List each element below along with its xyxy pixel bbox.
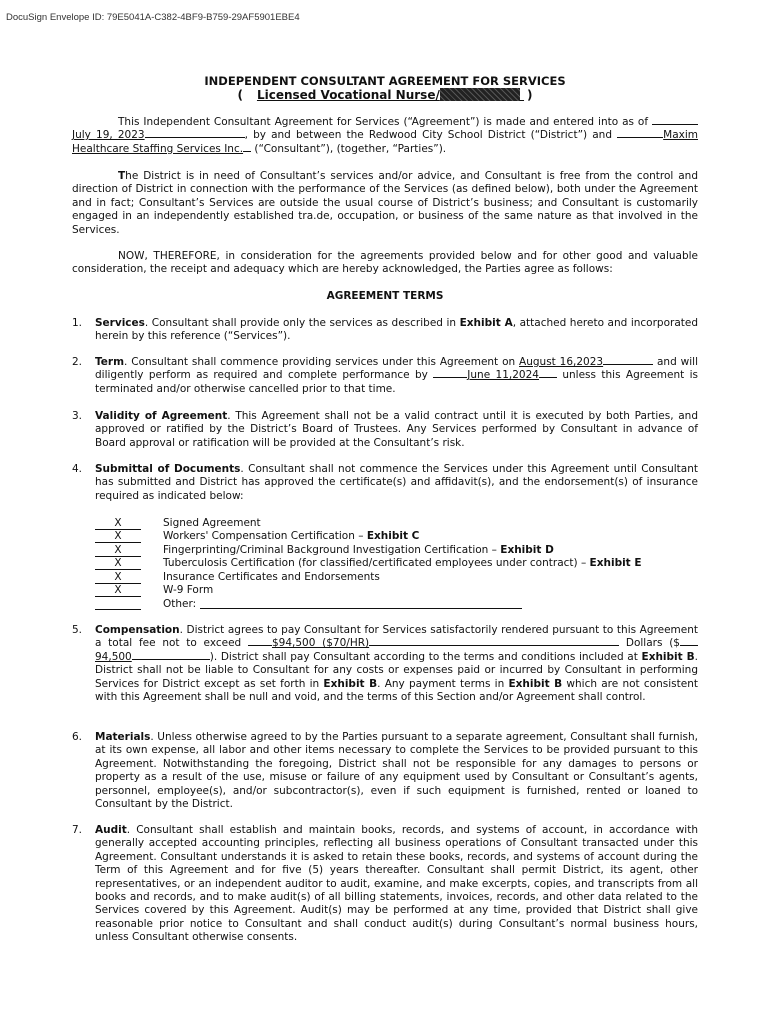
intro-text-a: This Independent Consultant Agreement for Services (“Agreement”) is made and entered into as of (118, 116, 649, 128)
section-number: 7. (72, 824, 83, 836)
checklist-mark (95, 597, 141, 610)
section-number: 5. (72, 624, 83, 636)
intro-text-b: , by and between the Redwood City School District (“District”) and (244, 129, 613, 142)
section-validity: Validity of Agreement. This Agreement shall not be a valid contract until it is executed by both Parties, and approved or ratified by the District’s Board of Trustees. Any Services performed by Consultant in advance of Board approval or ratification will be provided at the Consultant’s risk. (95, 410, 699, 449)
start-date: August 16,2023 (519, 356, 604, 368)
section-number: 4. (72, 463, 83, 475)
section-term: Term. Consultant shall commence providing services under this Agreement on August 16,2023 and will diligently perform as required and complete performance by June 11,2024 unless this Agreement is terminated and/or otherwise cancelled prior to that time. (95, 356, 699, 395)
section-compensation: Compensation. District agrees to pay Consultant for Services satisfactorily rendered pursuant to this Agreement a total fee not to exceed $94,500 ($70/HR) Dollars ($94,500 ). District shall pay Consultant according to the terms and conditions included at Exhibit B. District shall not be liable to Consultant for any costs or expenses paid or incurred by Consultant in performing Services for District except as set forth in Exhibit B. Any payment terms in Exhibit B which are not consistent with this Agreement shall be null and void, and the terms of this Section and/or Agreement shall control. (95, 624, 698, 704)
end-date: June 11,2024 (467, 369, 539, 382)
checklist-label: Signed Agreement (163, 517, 261, 529)
terms-heading: AGREEMENT TERMS (326, 290, 444, 302)
checklist-label: Fingerprinting/Criminal Background Investigation Certification – Exhibit D (163, 544, 554, 556)
section-number: 1. (72, 317, 83, 329)
section-title: Compensation (95, 624, 180, 636)
section-number: 6. (72, 731, 83, 743)
other-blank-line (200, 597, 522, 609)
fee-amount: $94,500 ($70/HR) (271, 637, 370, 650)
checklist-label: Tuberculosis Certification (for classified/certificated employees under contract) – Exhibit E (163, 557, 642, 569)
subtitle-close: ) (527, 88, 533, 102)
checklist-mark: X (95, 530, 141, 543)
section-title: Validity of Agreement (95, 410, 228, 422)
checklist-mark: X (95, 517, 141, 530)
intro-paragraph (72, 116, 698, 156)
section-title: Services (95, 317, 145, 329)
section-title: Term (95, 356, 125, 368)
section-number: 2. (72, 356, 83, 368)
subtitle-role: Licensed Vocational Nurse/ (256, 88, 440, 102)
section-number: 3. (72, 410, 83, 422)
agreement-date: July 19, 2023 (72, 129, 145, 142)
intro-text-c: (“Consultant”), (together, “Parties”). (254, 142, 447, 155)
redaction-block (440, 88, 520, 101)
document-title: INDEPENDENT CONSULTANT AGREEMENT FOR SERVICES (204, 74, 566, 88)
recital-initial: T (118, 170, 126, 182)
exhibit-ref: Exhibit A (459, 317, 513, 329)
docusign-envelope-id: DocuSign Envelope ID: 79E5041A-C382-4BF9-B759-29AF5901EBE4 (6, 12, 300, 23)
recital-text: he District is in need of Consultant’s services and/or advice, and Consultant is free from the control and direction of District in connection with the performance of the Services (as defined below), both under the Agreement and in fact; Consultant’s Services are outside the usual course of District’s business; and Consultant is customarily engaged in an independently established tra.de, occupation, or business of the same nature as that involved in the Services. (72, 170, 698, 236)
section-submittal: Submittal of Documents. Consultant shall not commence the Services under this Agreement until Consultant has submitted and District has approved the certificate(s) and affidavit(s), and the endorsement(s) of insurance required as indicated below: (95, 463, 698, 502)
checklist-label: Insurance Certificates and Endorsements (163, 571, 380, 583)
section-services: Services. Consultant shall provide only the services as described in Exhibit A, attached hereto and incorporated herein by this reference (“Services”). (95, 317, 698, 343)
checklist-mark: X (95, 584, 141, 597)
consultant-name: Maxim Healthcare Staffing Services Inc. (72, 129, 699, 155)
recital-paragraph (72, 170, 698, 237)
section-title: Materials (95, 731, 151, 743)
checklist-mark: X (95, 544, 141, 557)
section-materials: Materials. Unless otherwise agreed to by the Parties pursuant to a separate agreement, Consultant shall furnish, at its own expense, all labor and other items necessary to complete the Services to be provided pursuant to this Agreement. Notwithstanding the foregoing, District shall not be responsible for any damages to persons or property as a result of the use, misuse or failure of any equipment used by Consultant or Consultant’s agents, personnel, employee(s), and/or subcontractor(s), even if such equipment is furnished, rented or loaned to Consultant by the District. (95, 731, 698, 811)
checklist-label: Other: (163, 597, 522, 611)
checklist-mark: X (95, 571, 141, 584)
consideration-paragraph: NOW, THEREFORE, in consideration for the agreements provided below and for other good and valuable consideration, the receipt and adequacy which are hereby acknowledged, the Parties agree as follows: (72, 250, 698, 276)
checklist-mark: X (95, 557, 141, 570)
section-title: Audit (95, 824, 127, 836)
section-audit: Audit. Consultant shall establish and maintain books, records, and systems of account, in accordance with generally accepted accounting principles, reflecting all business operations of Consultant transacted under this Agreement. Consultant understands it is asked to retain these books, records, and systems of account during the Term of this Agreement and for five (5) years thereafter. Consultant shall permit District, its agent, other representatives, or an independent auditor to audit, examine, and make excerpts, copies, and transcripts from all books and records, and to make audit(s) of all billing statements, invoices, records, and other data related to the Services covered by this Agreement. Audit(s) may be performed at any time, provided that District shall give reasonable prior notice to Consultant and shall conduct audit(s) during Consultant’s normal business hours, unless Consultant otherwise consents. (95, 824, 698, 944)
section-title: Submittal of Documents (95, 463, 241, 475)
fee-numeric: 94,500 (95, 650, 132, 663)
document-subtitle (0, 88, 770, 102)
subtitle-open: ( (237, 88, 243, 102)
checklist-label: W-9 Form (163, 584, 214, 596)
checklist-label: Workers' Compensation Certification – Exhibit C (163, 530, 420, 542)
